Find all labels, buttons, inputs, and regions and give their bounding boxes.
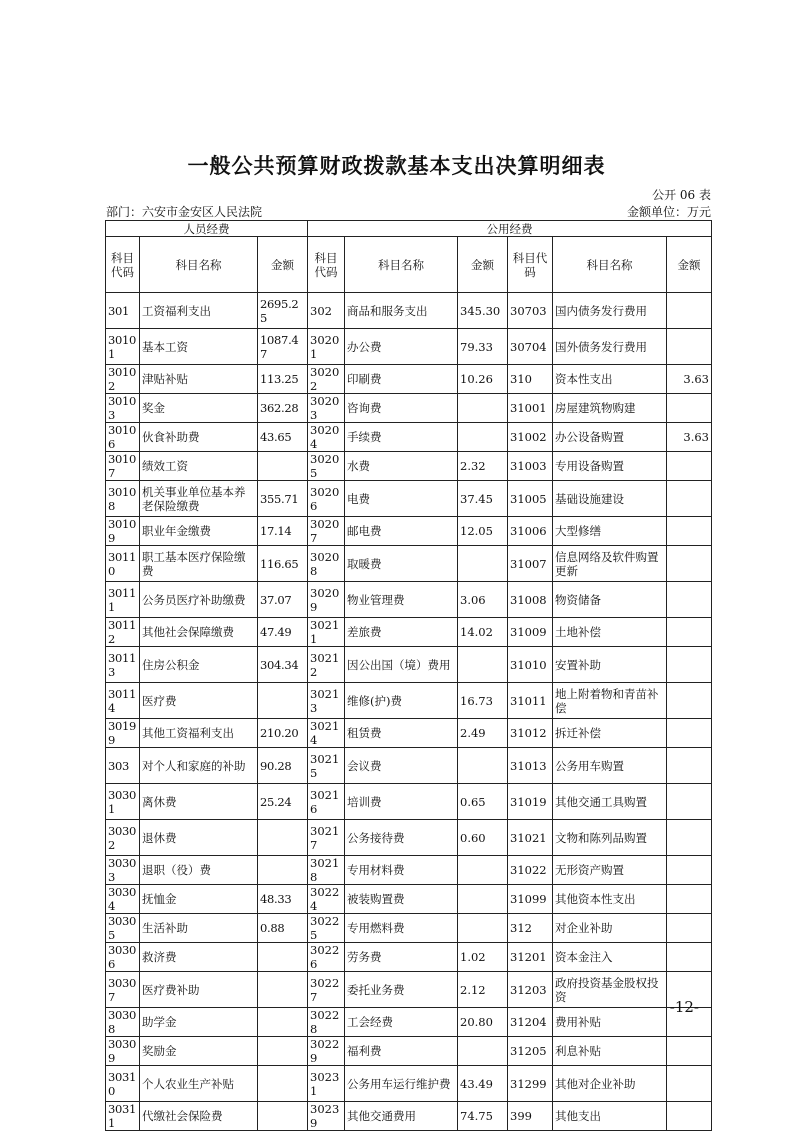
code-cell: 30208 [308,546,345,582]
code-cell: 301 [106,293,140,329]
code-cell: 31001 [508,394,553,423]
amount-cell [667,546,712,582]
code-cell: 30308 [106,1008,140,1037]
code-cell: 30214 [308,719,345,748]
amount-cell: 362.28 [258,394,308,423]
amount-cell [667,885,712,914]
column-header: 科目名称 [140,237,258,293]
code-cell: 31022 [508,856,553,885]
code-cell: 30703 [508,293,553,329]
code-cell: 30302 [106,820,140,856]
table-row [106,647,712,683]
code-cell: 312 [508,914,553,943]
code-cell: 30110 [106,546,140,582]
column-header: 科目代码 [106,237,140,293]
code-cell: 30102 [106,365,140,394]
amount-cell: 2.32 [458,452,508,481]
name-cell: 水费 [345,452,458,481]
amount-cell [458,914,508,943]
amount-cell: 304.34 [258,647,308,683]
amount-cell [667,820,712,856]
code-cell: 30111 [106,582,140,618]
name-cell: 劳务费 [345,943,458,972]
name-cell: 土地补偿 [553,618,667,647]
name-cell: 拆迁补偿 [553,719,667,748]
name-cell: 电费 [345,481,458,517]
code-cell: 31203 [508,972,553,1008]
name-cell: 对企业补助 [553,914,667,943]
code-cell: 30217 [308,820,345,856]
name-cell: 福利费 [345,1037,458,1066]
amount-cell [667,517,712,546]
code-cell: 30215 [308,748,345,784]
amount-unit-label: 金额单位：万元 [626,205,711,219]
amount-cell: 2695.25 [258,293,308,329]
code-cell: 30201 [308,329,345,365]
amount-cell: 16.73 [458,683,508,719]
column-header: 科目代码 [308,237,345,293]
code-cell: 303 [106,748,140,784]
name-cell: 专用设备购置 [553,452,667,481]
table-row [106,1037,712,1066]
amount-cell [667,329,712,365]
name-cell: 退休费 [140,820,258,856]
amount-cell: 0.60 [458,820,508,856]
column-header: 科目名称 [345,237,458,293]
amount-cell [667,943,712,972]
code-cell: 30211 [308,618,345,647]
amount-cell: 116.65 [258,546,308,582]
name-cell: 其他对企业补助 [553,1066,667,1102]
amount-cell [667,452,712,481]
amount-cell: 90.28 [258,748,308,784]
amount-cell [667,683,712,719]
amount-cell: 48.33 [258,885,308,914]
name-cell: 其他支出 [553,1102,667,1131]
expenditure-table [105,220,712,1131]
name-cell: 其他资本性支出 [553,885,667,914]
name-cell: 职业年金缴费 [140,517,258,546]
column-header: 科目代码 [508,237,553,293]
code-cell: 30704 [508,329,553,365]
code-cell: 30310 [106,1066,140,1102]
amount-cell: 47.49 [258,618,308,647]
code-cell: 30207 [308,517,345,546]
amount-cell [667,1102,712,1131]
code-cell: 31009 [508,618,553,647]
amount-cell [458,885,508,914]
table-row [106,748,712,784]
amount-cell: 2.49 [458,719,508,748]
name-cell: 医疗费补助 [140,972,258,1008]
amount-cell [258,820,308,856]
name-cell: 公务接待费 [345,820,458,856]
code-cell: 30307 [106,972,140,1008]
table-row [106,546,712,582]
amount-cell: 3.63 [667,423,712,452]
name-cell: 维修(护)费 [345,683,458,719]
table-row [106,452,712,481]
table-row [106,293,712,329]
code-cell: 30231 [308,1066,345,1102]
name-cell: 信息网络及软件购置更新 [553,546,667,582]
column-header: 科目名称 [553,237,667,293]
code-cell: 31201 [508,943,553,972]
name-cell: 大型修缮 [553,517,667,546]
code-cell: 30206 [308,481,345,517]
code-cell: 30306 [106,943,140,972]
table-row [106,943,712,972]
code-cell: 30113 [106,647,140,683]
code-cell: 399 [508,1102,553,1131]
name-cell: 差旅费 [345,618,458,647]
amount-cell [667,856,712,885]
group-header-row [106,221,712,237]
name-cell: 其他工资福利支出 [140,719,258,748]
amount-cell: 2.12 [458,972,508,1008]
name-cell: 咨询费 [345,394,458,423]
amount-cell: 43.65 [258,423,308,452]
table-row [106,517,712,546]
name-cell: 安置补助 [553,647,667,683]
name-cell: 培训费 [345,784,458,820]
amount-cell: 210.20 [258,719,308,748]
name-cell: 奖金 [140,394,258,423]
name-cell: 公务用车运行维护费 [345,1066,458,1102]
name-cell: 奖励金 [140,1037,258,1066]
amount-cell [667,293,712,329]
code-cell: 30209 [308,582,345,618]
code-cell: 30228 [308,1008,345,1037]
amount-cell [258,1037,308,1066]
name-cell: 地上附着物和青苗补偿 [553,683,667,719]
code-cell: 31008 [508,582,553,618]
page-number: -12- [669,998,699,1016]
amount-cell [667,748,712,784]
name-cell: 办公费 [345,329,458,365]
code-cell: 31007 [508,546,553,582]
column-header: 金额 [258,237,308,293]
name-cell: 伙食补助费 [140,423,258,452]
table-row [106,784,712,820]
name-cell: 专用燃料费 [345,914,458,943]
code-cell: 31013 [508,748,553,784]
form-number: 公开 06 表 [652,188,711,202]
amount-cell [458,856,508,885]
table-row [106,1008,712,1037]
name-cell: 绩效工资 [140,452,258,481]
code-cell: 30229 [308,1037,345,1066]
code-cell: 30106 [106,423,140,452]
name-cell: 基本工资 [140,329,258,365]
code-cell: 30216 [308,784,345,820]
amount-cell [458,748,508,784]
name-cell: 工资福利支出 [140,293,258,329]
code-cell: 30225 [308,914,345,943]
name-cell: 其他交通工具购置 [553,784,667,820]
name-cell: 被装购置费 [345,885,458,914]
name-cell: 对个人和家庭的补助 [140,748,258,784]
name-cell: 基础设施建设 [553,481,667,517]
code-cell: 30213 [308,683,345,719]
name-cell: 租赁费 [345,719,458,748]
code-cell: 30305 [106,914,140,943]
name-cell: 费用补贴 [553,1008,667,1037]
code-cell: 30212 [308,647,345,683]
table-row [106,582,712,618]
amount-cell: 74.75 [458,1102,508,1131]
name-cell: 其他社会保障缴费 [140,618,258,647]
code-cell: 30203 [308,394,345,423]
amount-cell: 79.33 [458,329,508,365]
code-cell: 30304 [106,885,140,914]
name-cell: 代缴社会保险费 [140,1102,258,1131]
code-cell: 30205 [308,452,345,481]
code-cell: 30114 [106,683,140,719]
table-row [106,481,712,517]
code-cell: 30218 [308,856,345,885]
name-cell: 办公设备购置 [553,423,667,452]
name-cell: 抚恤金 [140,885,258,914]
code-cell: 30199 [106,719,140,748]
amount-cell [258,856,308,885]
code-cell: 31012 [508,719,553,748]
name-cell: 会议费 [345,748,458,784]
amount-cell [258,943,308,972]
name-cell: 助学金 [140,1008,258,1037]
code-cell: 31204 [508,1008,553,1037]
table-row [106,683,712,719]
name-cell: 文物和陈列品购置 [553,820,667,856]
code-cell: 31003 [508,452,553,481]
code-cell: 30311 [106,1102,140,1131]
table-row [106,856,712,885]
code-cell: 30112 [106,618,140,647]
code-cell: 30227 [308,972,345,1008]
name-cell: 住房公积金 [140,647,258,683]
amount-cell [458,546,508,582]
name-cell: 资本性支出 [553,365,667,394]
amount-cell: 14.02 [458,618,508,647]
column-header-row [106,237,712,293]
amount-cell: 355.71 [258,481,308,517]
department-label: 部门：六安市金安区人民法院 [106,205,263,219]
amount-cell: 3.06 [458,582,508,618]
code-cell: 30101 [106,329,140,365]
table-row [106,1102,712,1131]
code-cell: 31010 [508,647,553,683]
code-cell: 302 [308,293,345,329]
amount-cell [667,582,712,618]
group-header-public: 公用经费 [308,221,712,237]
amount-cell [667,1066,712,1102]
amount-cell: 10.26 [458,365,508,394]
name-cell: 取暖费 [345,546,458,582]
amount-cell [667,394,712,423]
name-cell: 物资储备 [553,582,667,618]
code-cell: 31019 [508,784,553,820]
name-cell: 因公出国（境）费用 [345,647,458,683]
amount-cell: 3.63 [667,365,712,394]
code-cell: 30226 [308,943,345,972]
table-row [106,719,712,748]
name-cell: 个人农业生产补贴 [140,1066,258,1102]
code-cell: 31021 [508,820,553,856]
name-cell: 医疗费 [140,683,258,719]
amount-cell: 37.07 [258,582,308,618]
amount-cell: 0.65 [458,784,508,820]
amount-cell [458,647,508,683]
amount-cell [667,784,712,820]
name-cell: 委托业务费 [345,972,458,1008]
amount-cell [458,423,508,452]
code-cell: 31299 [508,1066,553,1102]
name-cell: 生活补助 [140,914,258,943]
name-cell: 政府投资基金股权投资 [553,972,667,1008]
amount-cell [258,1102,308,1131]
name-cell: 救济费 [140,943,258,972]
name-cell: 无形资产购置 [553,856,667,885]
amount-cell [258,972,308,1008]
amount-cell: 1.02 [458,943,508,972]
code-cell: 31099 [508,885,553,914]
table-row [106,618,712,647]
code-cell: 30107 [106,452,140,481]
column-header: 金额 [667,237,712,293]
table-row [106,914,712,943]
amount-cell [458,394,508,423]
code-cell: 30204 [308,423,345,452]
column-header: 金额 [458,237,508,293]
code-cell: 31205 [508,1037,553,1066]
name-cell: 国内债务发行费用 [553,293,667,329]
amount-cell: 17.14 [258,517,308,546]
amount-cell: 37.45 [458,481,508,517]
amount-cell [667,618,712,647]
code-cell: 30202 [308,365,345,394]
table-row [106,972,712,1008]
amount-cell [258,452,308,481]
name-cell: 印刷费 [345,365,458,394]
page-title: 一般公共预算财政拨款基本支出决算明细表 [187,154,606,178]
name-cell: 房屋建筑物购建 [553,394,667,423]
code-cell: 30303 [106,856,140,885]
table-row [106,423,712,452]
name-cell: 手续费 [345,423,458,452]
code-cell: 30309 [106,1037,140,1066]
table-row [106,820,712,856]
amount-cell [258,1008,308,1037]
name-cell: 专用材料费 [345,856,458,885]
amount-cell: 25.24 [258,784,308,820]
code-cell: 30103 [106,394,140,423]
code-cell: 30108 [106,481,140,517]
name-cell: 邮电费 [345,517,458,546]
table-row [106,394,712,423]
name-cell: 职工基本医疗保险缴费 [140,546,258,582]
name-cell: 利息补贴 [553,1037,667,1066]
name-cell: 公务员医疗补助缴费 [140,582,258,618]
name-cell: 津贴补贴 [140,365,258,394]
amount-cell: 43.49 [458,1066,508,1102]
code-cell: 31005 [508,481,553,517]
code-cell: 30109 [106,517,140,546]
name-cell: 其他交通费用 [345,1102,458,1131]
code-cell: 30224 [308,885,345,914]
name-cell: 工会经费 [345,1008,458,1037]
name-cell: 物业管理费 [345,582,458,618]
code-cell: 310 [508,365,553,394]
amount-cell: 1087.47 [258,329,308,365]
name-cell: 机关事业单位基本养老保险缴费 [140,481,258,517]
amount-cell [667,719,712,748]
table-row [106,365,712,394]
amount-cell [258,683,308,719]
amount-cell: 113.25 [258,365,308,394]
name-cell: 商品和服务支出 [345,293,458,329]
amount-cell [667,647,712,683]
code-cell: 30301 [106,784,140,820]
code-cell: 31006 [508,517,553,546]
name-cell: 公务用车购置 [553,748,667,784]
amount-cell: 0.88 [258,914,308,943]
name-cell: 国外债务发行费用 [553,329,667,365]
table-row [106,329,712,365]
amount-cell [667,481,712,517]
amount-cell [258,1066,308,1102]
table-row [106,885,712,914]
amount-cell [667,914,712,943]
group-header-personnel: 人员经费 [106,221,308,237]
code-cell: 30239 [308,1102,345,1131]
name-cell: 离休费 [140,784,258,820]
name-cell: 资本金注入 [553,943,667,972]
code-cell: 31002 [508,423,553,452]
amount-cell: 12.05 [458,517,508,546]
amount-cell [667,1037,712,1066]
amount-cell [458,1037,508,1066]
amount-cell: 345.30 [458,293,508,329]
table-row [106,1066,712,1102]
name-cell: 退职（役）费 [140,856,258,885]
amount-cell: 20.80 [458,1008,508,1037]
code-cell: 31011 [508,683,553,719]
